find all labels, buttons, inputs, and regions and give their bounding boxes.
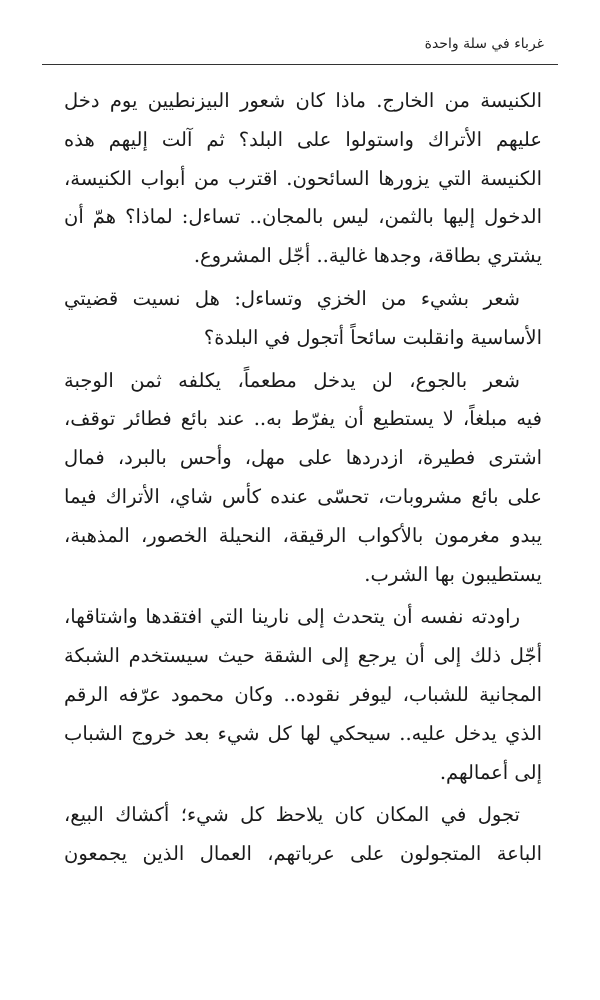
paragraph-2 <box>64 280 542 358</box>
text-line: أجّل ذلك إلى أن يرجع إلى الشقة حيث سيستخدم الشبكة <box>64 644 542 668</box>
text-line: راودته نفسه أن يتحدث إلى نارينا التي افتقدها واشتاقها، <box>64 605 520 629</box>
text-line: الدخول إليها بالثمن، ليس بالمجان.. تساءل: لماذا؟ همّ أن <box>64 205 542 229</box>
running-head: غرباء في سلة واحدة <box>424 36 544 52</box>
text-line: الكنيسة من الخارج. ماذا كان شعور البيزنطيين يوم دخل <box>64 89 542 112</box>
text-line: الأساسية وانقلبت سائحاً أتجول في البلدة؟ <box>203 325 542 349</box>
text-line: شعر بشيء من الخزي وتساءل: هل نسيت قضيتي <box>64 286 520 310</box>
text-line: فيه مبلغاً، لا يستطيع أن يفرّط به.. عند بائع فطائر توقف، <box>64 407 542 431</box>
text-line: يشتري بطاقة، وجدها غالية.. أجّل المشروع. <box>193 244 542 268</box>
text-line: عليهم الأتراك واستولوا على البلد؟ ثم آلت إليهم هذه <box>64 127 542 151</box>
text-line: تجول في المكان كان يلاحظ كل شيء؛ أكشاك البيع، <box>64 803 520 827</box>
text-line: يبدو مغرمون بالأكواب الرقيقة، النحيلة الخصور، المذهبة، <box>64 523 542 547</box>
body-text <box>64 82 542 878</box>
text-line: الذي يدخل عليه.. سيحكي لها كل شيء بعد خروج الشباب <box>64 721 542 745</box>
text-line: شعر بالجوع، لن يدخل مطعماً، يكلفه ثمن الوجبة <box>64 368 520 392</box>
text-line: الباعة المتجولون على عرباتهم، العمال الذين يجمعون <box>64 842 542 866</box>
text-line: المجانية للشباب، ليوفر نقوده.. وكان محمود عرّفه الرقم <box>64 682 542 706</box>
text-line: الكنيسة التي يزورها السائحون. اقترب من أبواب الكنيسة، <box>64 166 542 190</box>
paragraph-5 <box>64 796 542 874</box>
paragraph-1 <box>64 82 542 276</box>
text-line: على بائع مشروبات، تحسّى عنده كأس شاي، الأتراك فيما <box>64 484 542 508</box>
paragraph-4 <box>64 598 542 792</box>
text-line: إلى أعمالهم. <box>439 760 542 784</box>
text-line: اشترى فطيرة، ازدردها على مهل، وأحس بالبرد، فمال <box>64 446 542 470</box>
text-line: يستطيبون بها الشرب. <box>364 562 542 586</box>
header-rule <box>42 64 558 65</box>
paragraph-3 <box>64 362 542 595</box>
